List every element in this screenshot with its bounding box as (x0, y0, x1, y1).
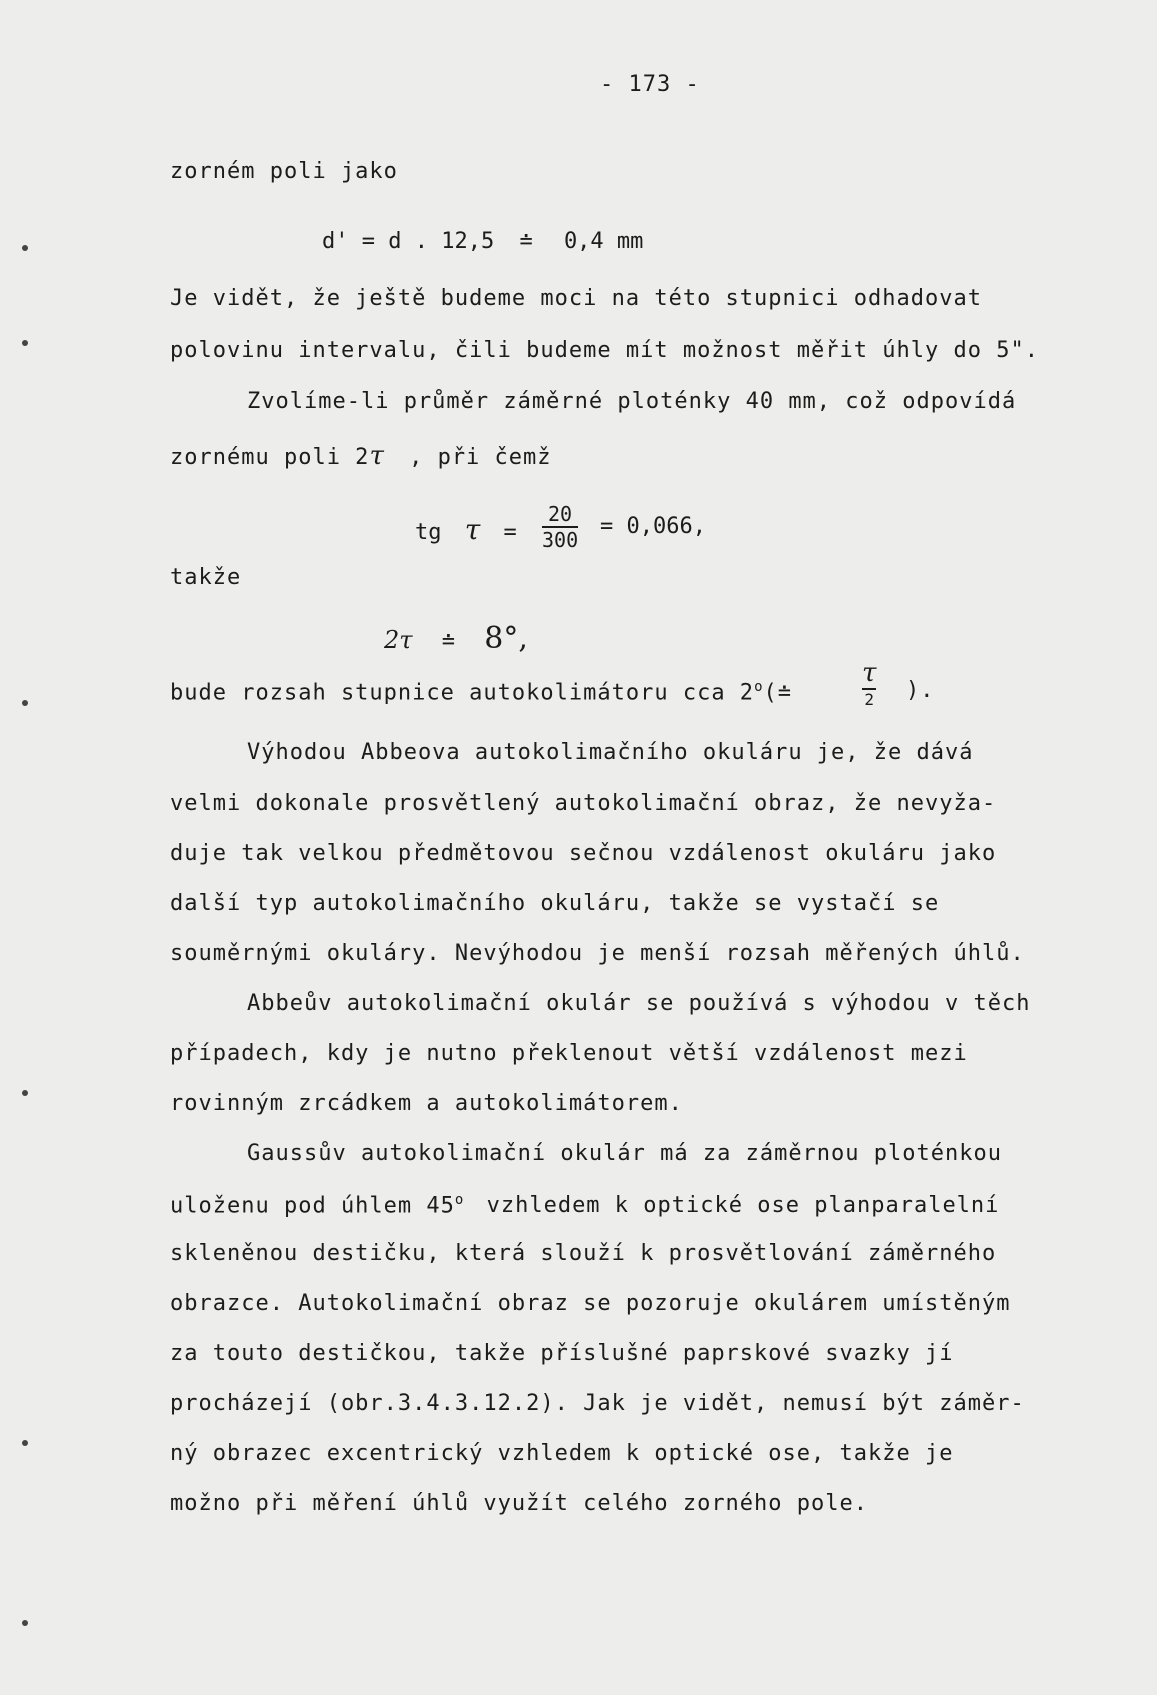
tau-symbol: τ (464, 513, 481, 546)
text-line: Zvolíme-li průměr záměrné ploténky 40 mm, což odpovídá (247, 389, 1017, 414)
eq2-rhs: = 0,066, (600, 514, 706, 539)
text-line-end: ). (906, 678, 935, 703)
fraction-tau-2: τ 2 (862, 658, 877, 709)
binder-hole-1 (22, 245, 28, 251)
fraction-20-300: 20 300 (542, 502, 579, 552)
text-line: Je vidět, že ještě budeme moci na této stupnici odhadovat (170, 286, 982, 311)
binder-hole-6 (22, 1620, 28, 1626)
binder-hole-4 (22, 1090, 28, 1096)
text-line: případech, kdy je nutno překlenout větší vzdálenost mezi (170, 1041, 968, 1066)
equation-1 (322, 231, 643, 253)
binder-hole-2 (22, 340, 28, 346)
text-line: obrazce. Autokolimační obraz se pozoruje okulárem umístěným (170, 1291, 1011, 1316)
text-line: rovinným zrcádkem a autokolimátorem. (170, 1091, 683, 1116)
equation-3: 2τ ≐ 8°, (384, 621, 528, 656)
text-line: Abbeův autokolimační okulár se používá s výhodou v těch (247, 991, 1031, 1016)
text-line: možno při měření úhlů využít celého zorného pole. (170, 1491, 869, 1516)
text-line: duje tak velkou předmětovou sečnou vzdálenost okuláru jako (170, 841, 997, 866)
text-line: zorném poli jako (170, 159, 398, 184)
equation-2-tg: tg τ = (415, 513, 517, 546)
page-number: - 173 - (600, 72, 700, 97)
text-line: skleněnou destičku, která slouží k prosvětlování záměrného (170, 1241, 997, 1266)
text-line: procházejí (obr.3.4.3.12.2). Jak je vidět, nemusí být záměr- (170, 1391, 1025, 1416)
approx-equal-symbol: ≐ (519, 229, 533, 254)
eq1-lhs: d' = d . 12,5 (322, 229, 495, 254)
text-line: polovinu intervalu, čili budeme mít možnost měřit úhly do 5". (170, 338, 1039, 363)
text-line: velmi dokonale prosvětlený autokolimační obraz, že nevyža- (170, 791, 997, 816)
tau-symbol: τ (369, 441, 385, 471)
text-line: ný obrazec excentrický vzhledem k optické ose, takže je (170, 1441, 954, 1466)
text-line: souměrnými okuláry. Nevýhodou je menší rozsah měřených úhlů. (170, 941, 1025, 966)
text-line: takže (170, 565, 242, 590)
approx-equal-symbol: ≐ (441, 629, 456, 654)
text-line: zornému poli 2τ , při čemž (170, 441, 552, 471)
binder-hole-5 (22, 1440, 28, 1446)
binder-hole-3 (22, 700, 28, 706)
text-line: další typ autokolimačního okuláru, takže se vystačí se (170, 891, 940, 916)
text-line: za touto destičkou, takže příslušné paprskové svazky jí (170, 1341, 954, 1366)
text-line: Výhodou Abbeova autokolimačního okuláru je, že dává (247, 740, 974, 765)
text-line: Gaussův autokolimační okulár má za záměrnou ploténkou (247, 1141, 1002, 1166)
eq1-rhs: 0,4 mm (563, 229, 644, 254)
text-line: uloženu pod úhlem 45$^o$ vzhledem k optické ose planparalelní (170, 1192, 1000, 1219)
text-line: bude rozsah stupnice autokolimátoru cca 2$^o$(≐ (170, 679, 792, 706)
